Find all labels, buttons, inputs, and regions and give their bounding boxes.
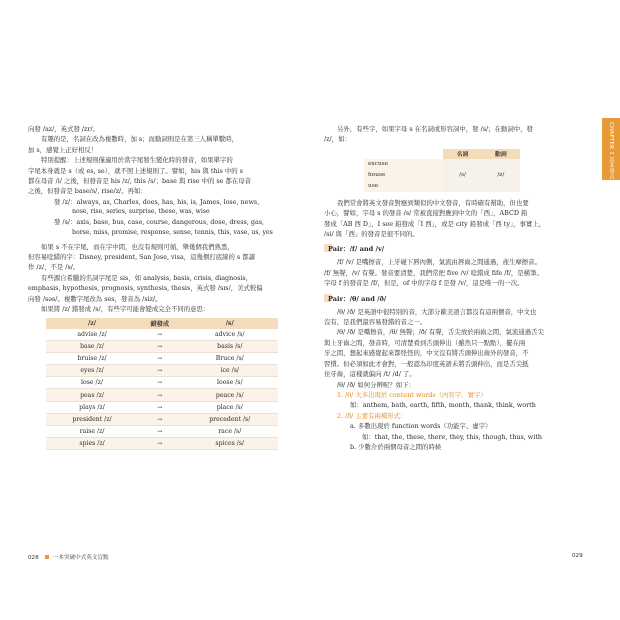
table-row <box>46 340 278 352</box>
table-cell: raise /z/ <box>46 426 138 438</box>
section-heading-text: Pair：/f/ and /v/ <box>328 245 385 254</box>
rule-example: 如：anthem, bath, earth, fifth, month, thank, think, worth <box>350 401 536 410</box>
left-line: 作 /z/，不是 /s/。 <box>28 263 80 272</box>
table-cell: Bruce /s/ <box>182 352 278 364</box>
left-footer <box>28 553 109 561</box>
z-s-table <box>46 318 278 451</box>
right-line: 住牙齒，這樣就偏向 /t/ /d/ 了。 <box>324 370 416 379</box>
arrow-icon: → <box>138 377 182 389</box>
rule-example: 如：that, the, these, there, they, this, though, thus, with <box>362 432 543 441</box>
table-row <box>46 329 278 341</box>
table-row <box>46 365 278 377</box>
table-cell: place /s/ <box>182 401 278 413</box>
section-heading-text: Pair：/θ/ and /ð/ <box>328 294 387 303</box>
arrow-icon: → <box>138 389 182 401</box>
table-row <box>46 377 278 389</box>
table-header: 錯發成 <box>138 318 182 329</box>
right-line: 字母 f 的發音是 /f/，但是，of 中的字母 f 是發 /v/，這是唯一的一次。 <box>324 279 524 288</box>
right-page <box>324 124 586 452</box>
right-footer <box>572 553 583 559</box>
right-line: /f/ 無聲，/v/ 有聲。發音要清楚，我們常把 five /v/ 唸錯成 fife /f/，是橫筆。 <box>324 268 543 277</box>
table-row <box>46 438 278 450</box>
table-header: 名詞 <box>443 149 481 159</box>
table-row <box>46 352 278 364</box>
table-cell: loose /s/ <box>182 377 278 389</box>
table-cell: spices /s/ <box>182 438 278 450</box>
table-cell: eyes /z/ <box>46 365 138 377</box>
example-line: horse, miss, promise, response, sense, tennis, this, vase, us, yes <box>72 228 273 236</box>
noun-verb-table <box>364 149 520 192</box>
table-cell: peace /s/ <box>182 389 278 401</box>
left-line: 字尾本身就是 s（或 es, se），就不照上述規則了。譬如，his 與 this 中的 s <box>28 166 243 175</box>
table-cell: advise /z/ <box>46 329 138 341</box>
book-title: 一本突破中式英文盲點 <box>52 555 109 561</box>
table-cell: advice /s/ <box>182 329 278 341</box>
table-cell: president /z/ <box>46 413 138 425</box>
rule-subitem: a. 多數出現於 function words（功能字、虛字） <box>350 422 492 431</box>
left-line: emphasis, hypothesis, prognosis, synthesis, thesis，英式發 /sɪs/，美式較偏 <box>28 284 263 293</box>
table-cell: use <box>364 181 443 192</box>
right-line: /θ/ /ð/ 是嘴擦音，/θ/ 無聲；/ð/ 有聲，舌尖放於兩齒之間，氣流通過舌尖 <box>337 328 544 337</box>
right-line: 與上牙齒之間，發音時，可清楚看到舌頭伸出（雖然只一點點），擺在兩 <box>324 338 526 347</box>
right-line: 牙之間，想起來感覺起來都怪怪的，中文沒有將舌頭伸出齒外的發音，不 <box>324 349 529 358</box>
chapter-tab-label: CHAPTER 1 基本發音 <box>608 122 614 180</box>
table-cell: excuse <box>364 159 443 170</box>
left-page <box>28 124 298 450</box>
table-header <box>364 149 443 159</box>
right-line: 沒有，是我們最容易發錯的音之一。 <box>324 318 427 327</box>
right-line: 我們常會將英文發音對應到類似的中文發音，有時確有幫助，但也要 <box>337 198 529 207</box>
table-cell: /s/ <box>443 159 481 192</box>
arrow-icon: → <box>138 365 182 377</box>
table-cell: race /s/ <box>182 426 278 438</box>
right-line: 發成「AB 西 D」，I see 鉛發成「I 西」，或是 city 鉛發成「西 ty」，事實上， <box>324 219 546 228</box>
example-line: 發 /s/：axis, base, bus, case, course, dangerous, dose, dress, gas, <box>54 218 265 227</box>
table-row <box>46 426 278 438</box>
table-row <box>46 413 278 425</box>
table-cell: peas /z/ <box>46 389 138 401</box>
right-line: /θ/ /ð/ 如何分辨呢？如下： <box>337 380 415 389</box>
table-cell: bruise /z/ <box>46 352 138 364</box>
left-line: 之後，但發音是 base/s/, rise/z/。再如： <box>28 187 147 196</box>
left-line: 有些源自希臘的名詞字尾是 sis，如 analysis, basis, crisis, diagnosis, <box>41 273 248 282</box>
table-header: 動詞 <box>482 149 520 159</box>
arrow-icon: → <box>138 340 182 352</box>
arrow-icon: → <box>138 426 182 438</box>
left-line: 加 s，感覺上正好相反！ <box>28 145 98 154</box>
table-header: /z/ <box>46 318 138 329</box>
example-line: 發 /z/：always, as, Charles, does, has, his, is, James, lose, news, <box>54 197 260 206</box>
left-line: 有趣的是，名詞在改為複數時，加 s；而動詞則是在第三人稱單數時， <box>41 135 239 144</box>
section-heading <box>324 244 586 255</box>
left-line: 都在母音 /i/ 之後，但發音是 his /z/, this /s/；base 與 rise 中的 se 都在母音 <box>28 177 252 186</box>
chapter-tab <box>602 118 620 180</box>
page-number: 029 <box>572 553 583 559</box>
right-line: /si/ 與「西」的發音是很不同的。 <box>324 230 419 239</box>
section-heading <box>324 294 586 305</box>
table-cell: /z/ <box>482 159 520 192</box>
left-line: 特別提醒：上述規則僅適用於當字尾發生變化時的發音，如果單字的 <box>41 156 233 165</box>
left-line: 如果 s 不在字尾，而在字中間，也沒有規則可循，舉幾個我們熟悉， <box>41 242 234 251</box>
left-line: 如果將 /z/ 錯發成 /s/，有些字可能會變成完全不同的意思： <box>41 305 210 314</box>
left-line: 但容易唸錯的字：Disney, president, San Jose, visa，這幾個打底線的 s 都讀 <box>28 253 256 262</box>
rule-heading: 1. /θ/ 大多出現於 content words（內容字、實字） <box>337 390 487 399</box>
page-number: 028 <box>28 555 39 561</box>
table-cell: spies /z/ <box>46 438 138 450</box>
table-cell: plays /z/ <box>46 401 138 413</box>
table-cell: lose /z/ <box>46 377 138 389</box>
rule-heading: 2. /ð/ 主要有兩種形式： <box>337 411 407 420</box>
table-row <box>46 401 278 413</box>
footer-square-icon <box>45 555 49 559</box>
right-line: /f/ /v/ 是嘴擦音，上牙碰下唇內側，氣流由唇齒之間通過，產生摩擦音。 <box>337 258 541 267</box>
example-line: nose, rise, series, surprise, these, was, wise <box>72 208 210 216</box>
right-line: /z/，如： <box>324 135 351 144</box>
arrow-icon: → <box>138 438 182 450</box>
arrow-icon: → <box>138 401 182 413</box>
table-header: /s/ <box>182 318 278 329</box>
table-cell: base /z/ <box>46 340 138 352</box>
table-cell: house <box>364 170 443 181</box>
right-line: 另外，有些字，如果字母 s 在名詞或形容詞中，發 /s/；在動詞中，發 <box>337 125 533 133</box>
rule-subitem: b. 少數介於兩個母音之間的時候 <box>350 442 442 451</box>
left-line: 向發 /az/，英式發 /zr/。 <box>28 125 100 133</box>
right-line: /θ/ /ð/ 是英語中很特別的音，大部分歐美語言都沒有這兩個音，中文也 <box>337 307 537 316</box>
left-line: 向發 /səs/。複數字尾改為 ses，發音為 /siz/。 <box>28 294 162 303</box>
table-row <box>364 159 520 170</box>
table-cell: basis /s/ <box>182 340 278 352</box>
table-cell: precedent /s/ <box>182 413 278 425</box>
right-line: 習慣。但必須如此才會對，一般認為印度英語未將舌頭伸出，而是舌尖抵 <box>324 359 529 368</box>
right-line: 小心，譬如，字母 s 的發音 /s/ 常被直接對應到中文的「西」，ABCD 鉛 <box>324 209 528 218</box>
arrow-icon: → <box>138 352 182 364</box>
table-cell: ice /s/ <box>182 365 278 377</box>
table-row <box>46 389 278 401</box>
arrow-icon: → <box>138 413 182 425</box>
arrow-icon: → <box>138 329 182 341</box>
